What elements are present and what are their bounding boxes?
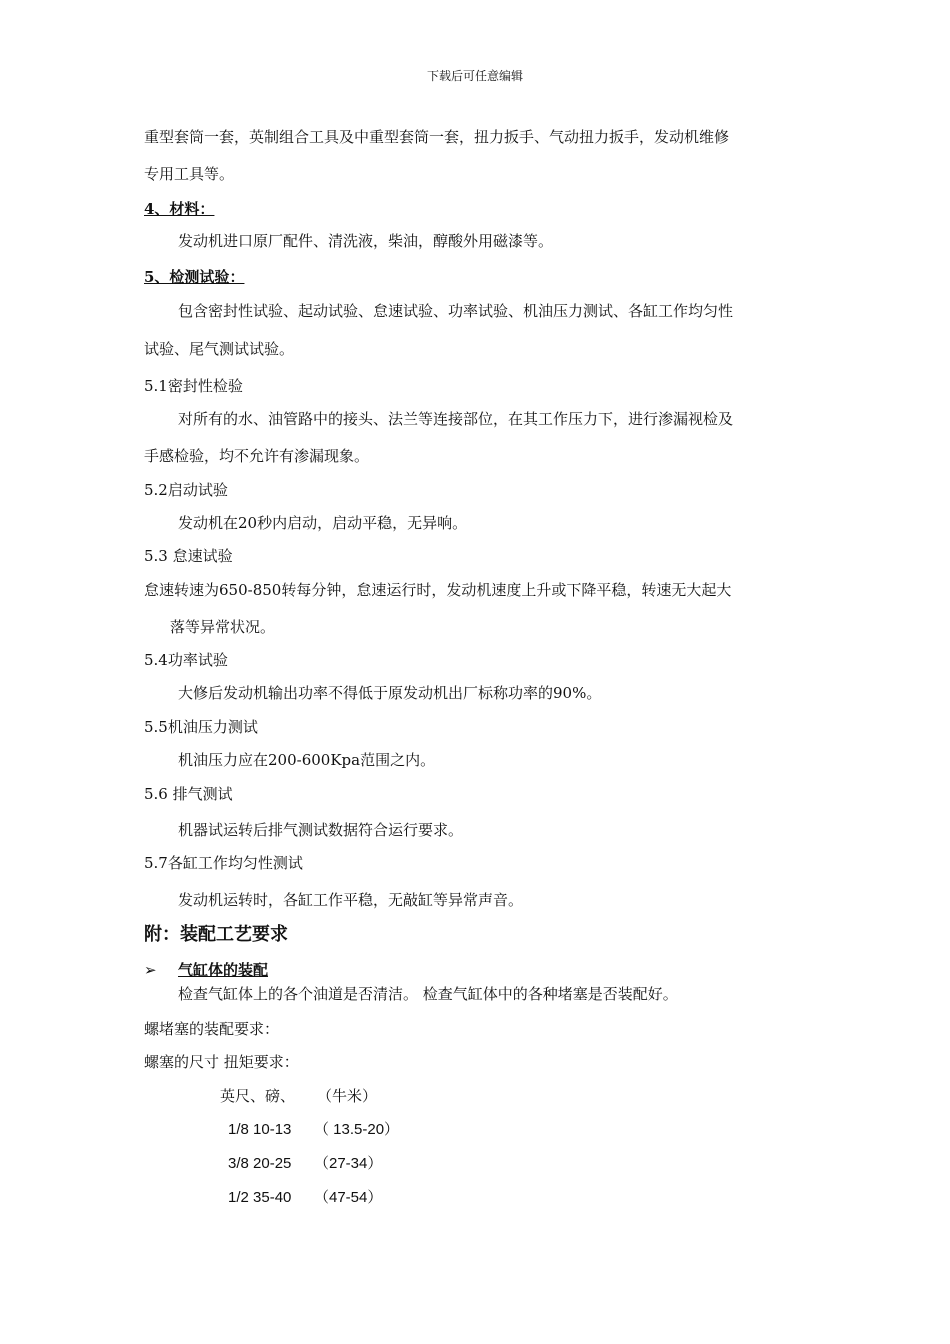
bullet-arrow-icon: ➢ bbox=[144, 961, 157, 979]
subsection-5-1-line-1: 对所有的水、油管路中的接头、法兰等连接部位，在其工作压力下，进行渗漏视检及 bbox=[178, 410, 734, 428]
section-5-heading: 5、检测试验： bbox=[144, 268, 245, 286]
subsection-5-5-title: 5.5机油压力测试 bbox=[144, 718, 258, 736]
subsection-5-6-line-1: 机器试运转后排气测试数据符合运行要求。 bbox=[178, 821, 464, 839]
page-header-note: 下载后可任意编辑 bbox=[426, 69, 523, 83]
table-header-left: 英尺、磅、 bbox=[220, 1087, 296, 1105]
subsection-5-1-line-2: 手感检验，均不允许有渗漏现象。 bbox=[144, 447, 370, 465]
section-5-body-line-1: 包含密封性试验、起动试验、怠速试验、功率试验、机油压力测试、各缸工作均匀性 bbox=[178, 302, 734, 320]
subsection-5-2-title: 5.2启动试验 bbox=[144, 481, 228, 499]
table-row-2-left: 3/8 20-25 bbox=[228, 1155, 292, 1172]
section-4-heading: 4、材料： bbox=[144, 200, 215, 218]
table-row-3-right: （47-54） bbox=[314, 1189, 383, 1206]
subsection-5-6-title: 5.6 排气测试 bbox=[144, 785, 233, 803]
subsection-5-7-line-1: 发动机运转时，各缸工作平稳，无敲缸等异常声音。 bbox=[178, 891, 524, 909]
subsection-5-4-title: 5.4功率试验 bbox=[144, 651, 228, 669]
subsection-5-1-title: 5.1密封性检验 bbox=[144, 377, 243, 395]
appendix-heading: 附：装配工艺要求 bbox=[144, 924, 288, 945]
subsection-5-5-line-1: 机油压力应在200-600Kpa范围之内。 bbox=[178, 751, 436, 769]
table-row-3-left: 1/2 35-40 bbox=[228, 1189, 292, 1206]
bullet-title: 气缸体的装配 bbox=[178, 961, 269, 979]
subsection-5-3-line-2: 落等异常状况。 bbox=[170, 618, 276, 636]
subsection-5-2-line-1: 发动机在20秒内启动，启动平稳，无异响。 bbox=[178, 514, 468, 532]
table-row-2-right: （27-34） bbox=[314, 1155, 383, 1172]
table-row-1-right: （ 13.5-20） bbox=[314, 1121, 400, 1138]
subsection-5-3-line-1: 怠速转速为650-850转每分钟，怠速运行时，发动机速度上升或下降平稳，转速无大起大 bbox=[144, 581, 732, 599]
intro-line-1: 重型套筒一套，英制组合工具及中重型套筒一套，扭力扳手、气动扭力扳手，发动机维修 bbox=[144, 128, 730, 146]
plug-size-torque: 螺塞的尺寸 扭矩要求： bbox=[144, 1053, 299, 1071]
section-4-body: 发动机进口原厂配件、清洗液，柴油，醇酸外用磁漆等。 bbox=[178, 232, 554, 250]
subsection-5-4-line-1: 大修后发动机输出功率不得低于原发动机出厂标称功率的90%。 bbox=[178, 684, 602, 702]
intro-line-2: 专用工具等。 bbox=[144, 165, 235, 183]
subsection-5-3-title: 5.3 怠速试验 bbox=[144, 547, 233, 565]
bullet-body: 检查气缸体上的各个油道是否清洁。 检查气缸体中的各种堵塞是否装配好。 bbox=[178, 985, 678, 1003]
plug-requirements: 螺堵塞的装配要求： bbox=[144, 1020, 280, 1038]
subsection-5-7-title: 5.7各缸工作均匀性测试 bbox=[144, 854, 303, 872]
section-5-body-line-2: 试验、尾气测试试验。 bbox=[144, 340, 295, 358]
table-header-right: （牛米） bbox=[317, 1087, 378, 1105]
table-row-1-left: 1/8 10-13 bbox=[228, 1121, 292, 1138]
